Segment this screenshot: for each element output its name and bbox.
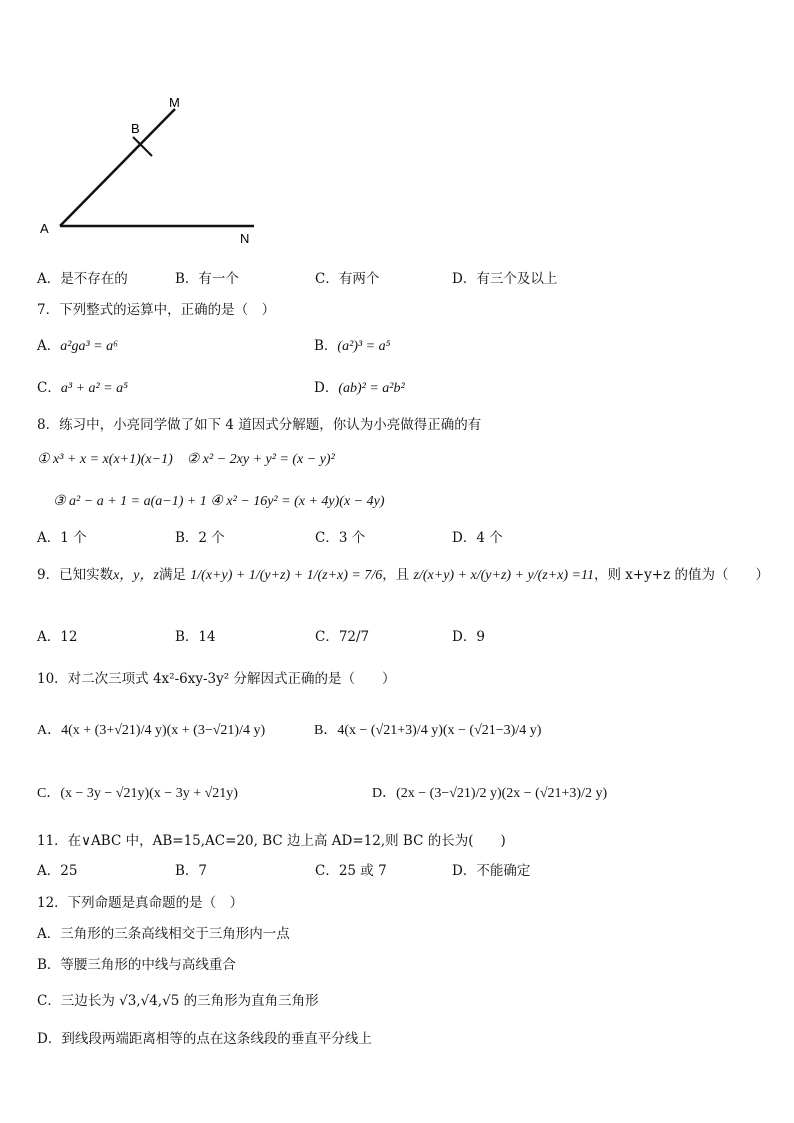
q9-equation-1: 1/(x+y) + 1/(y+z) + 1/(z+x) = 7/6 <box>190 568 383 583</box>
q9-option-a[interactable]: A．12 <box>37 629 78 645</box>
q7-option-c[interactable] <box>37 379 128 398</box>
q12-option-d[interactable]: D．到线段两端距离相等的点在这条线段的垂直平分线上 <box>37 1031 372 1047</box>
q9-equation-2: z/(x+y) + x/(y+z) + y/(z+x) =11 <box>413 568 594 583</box>
q7-d-label: D． <box>314 380 339 396</box>
q9-comma: ，且 <box>382 567 410 583</box>
q8-option-d[interactable]: D．4 个 <box>452 530 503 546</box>
q7-stem: 7．下列整式的运算中，正确的是（ ） <box>37 302 276 318</box>
q10-option-c[interactable]: C．(x − 3y − √21y)(x − 3y + √21y) <box>37 786 238 801</box>
q7-option-a[interactable] <box>37 337 118 356</box>
q6-option-b[interactable]: B．有一个 <box>175 271 239 287</box>
q8-option-a[interactable]: A．1 个 <box>37 530 87 546</box>
q8-item-line-2: ③ a² − a + 1 = a(a−1) + 1 ④ x² − 16y² = (x + 4y)(x − 4y) <box>53 494 385 509</box>
q8-stem: 8．练习中，小亮同学做了如下 4 道因式分解题，你认为小亮做得正确的有 <box>37 417 482 433</box>
q6-option-d[interactable]: D．有三个及以上 <box>452 271 558 287</box>
q9-vars: x，y，z <box>113 568 159 583</box>
q7-option-b[interactable] <box>314 337 390 356</box>
q9-option-b[interactable]: B．14 <box>175 629 216 645</box>
q11-option-d[interactable]: D．不能确定 <box>452 863 531 879</box>
label-M: M <box>169 95 180 110</box>
q8-option-c[interactable]: C．3 个 <box>315 530 366 546</box>
q9-stem <box>37 566 769 585</box>
q12-option-b[interactable]: B．等腰三角形的中线与高线重合 <box>37 957 236 973</box>
q8-item-line-1: ① x³ + x = x(x+1)(x−1) ② x² − 2xy + y² = (x − y)² <box>37 452 335 467</box>
q7-d-expr: (ab)² = a²b² <box>338 381 405 396</box>
q9-prefix: 9．已知实数 <box>37 567 114 583</box>
q7-option-d[interactable] <box>314 379 405 398</box>
label-B: B <box>131 121 140 136</box>
q7-b-label: B． <box>314 338 338 354</box>
q11-option-b[interactable]: B．7 <box>175 863 208 879</box>
q9-option-d[interactable]: D．9 <box>452 629 485 645</box>
q10-option-b[interactable]: B．4(x − (√21+3)/4 y)(x − (√21−3)/4 y) <box>314 723 542 738</box>
q11-option-c[interactable]: C．25 或 7 <box>315 863 387 879</box>
q7-a-expr: a²ga³ = a⁶ <box>60 339 118 354</box>
q6-option-c[interactable]: C．有两个 <box>315 271 380 287</box>
q7-c-expr: a³ + a² = a⁵ <box>60 381 128 396</box>
q10-option-d[interactable]: D．(2x − (3−√21)/2 y)(2x − (√21+3)/2 y) <box>372 786 608 801</box>
q8-option-b[interactable]: B．2 个 <box>175 530 225 546</box>
label-N: N <box>240 231 250 246</box>
label-A: A <box>40 221 49 236</box>
q9-option-c[interactable]: C．72/7 <box>315 629 370 645</box>
q11-option-a[interactable]: A．25 <box>37 863 78 879</box>
q10-option-a[interactable]: A．4(x + (3+√21)/4 y)(x + (3−√21)/4 y) <box>37 723 266 738</box>
q12-option-c[interactable]: C．三边长为 √3,√4,√5 的三角形为直角三角形 <box>37 993 319 1009</box>
q6-option-a[interactable]: A．是不存在的 <box>37 271 128 287</box>
angle-figure <box>30 90 270 250</box>
q11-stem: 11．在∨ABC 中，AB=15,AC=20, BC 边上高 AD=12,则 BC 的长为( ) <box>37 833 506 849</box>
q12-option-a[interactable]: A．三角形的三条高线相交于三角形内一点 <box>37 926 290 942</box>
q7-a-label: A． <box>37 338 61 354</box>
q9-suffix: ，则 x+y+z 的值为（ ） <box>593 567 770 583</box>
ray-AM <box>60 109 175 226</box>
q7-b-expr: (a²)³ = a⁵ <box>337 339 391 354</box>
tick-mark-B <box>133 137 152 156</box>
q7-c-label: C． <box>37 380 61 396</box>
q9-mid: 满足 <box>158 567 186 583</box>
q12-stem: 12．下列命题是真命题的是（ ） <box>37 895 244 911</box>
q10-stem: 10．对二次三项式 4x²-6xy-3y² 分解因式正确的是（ ） <box>37 671 396 687</box>
